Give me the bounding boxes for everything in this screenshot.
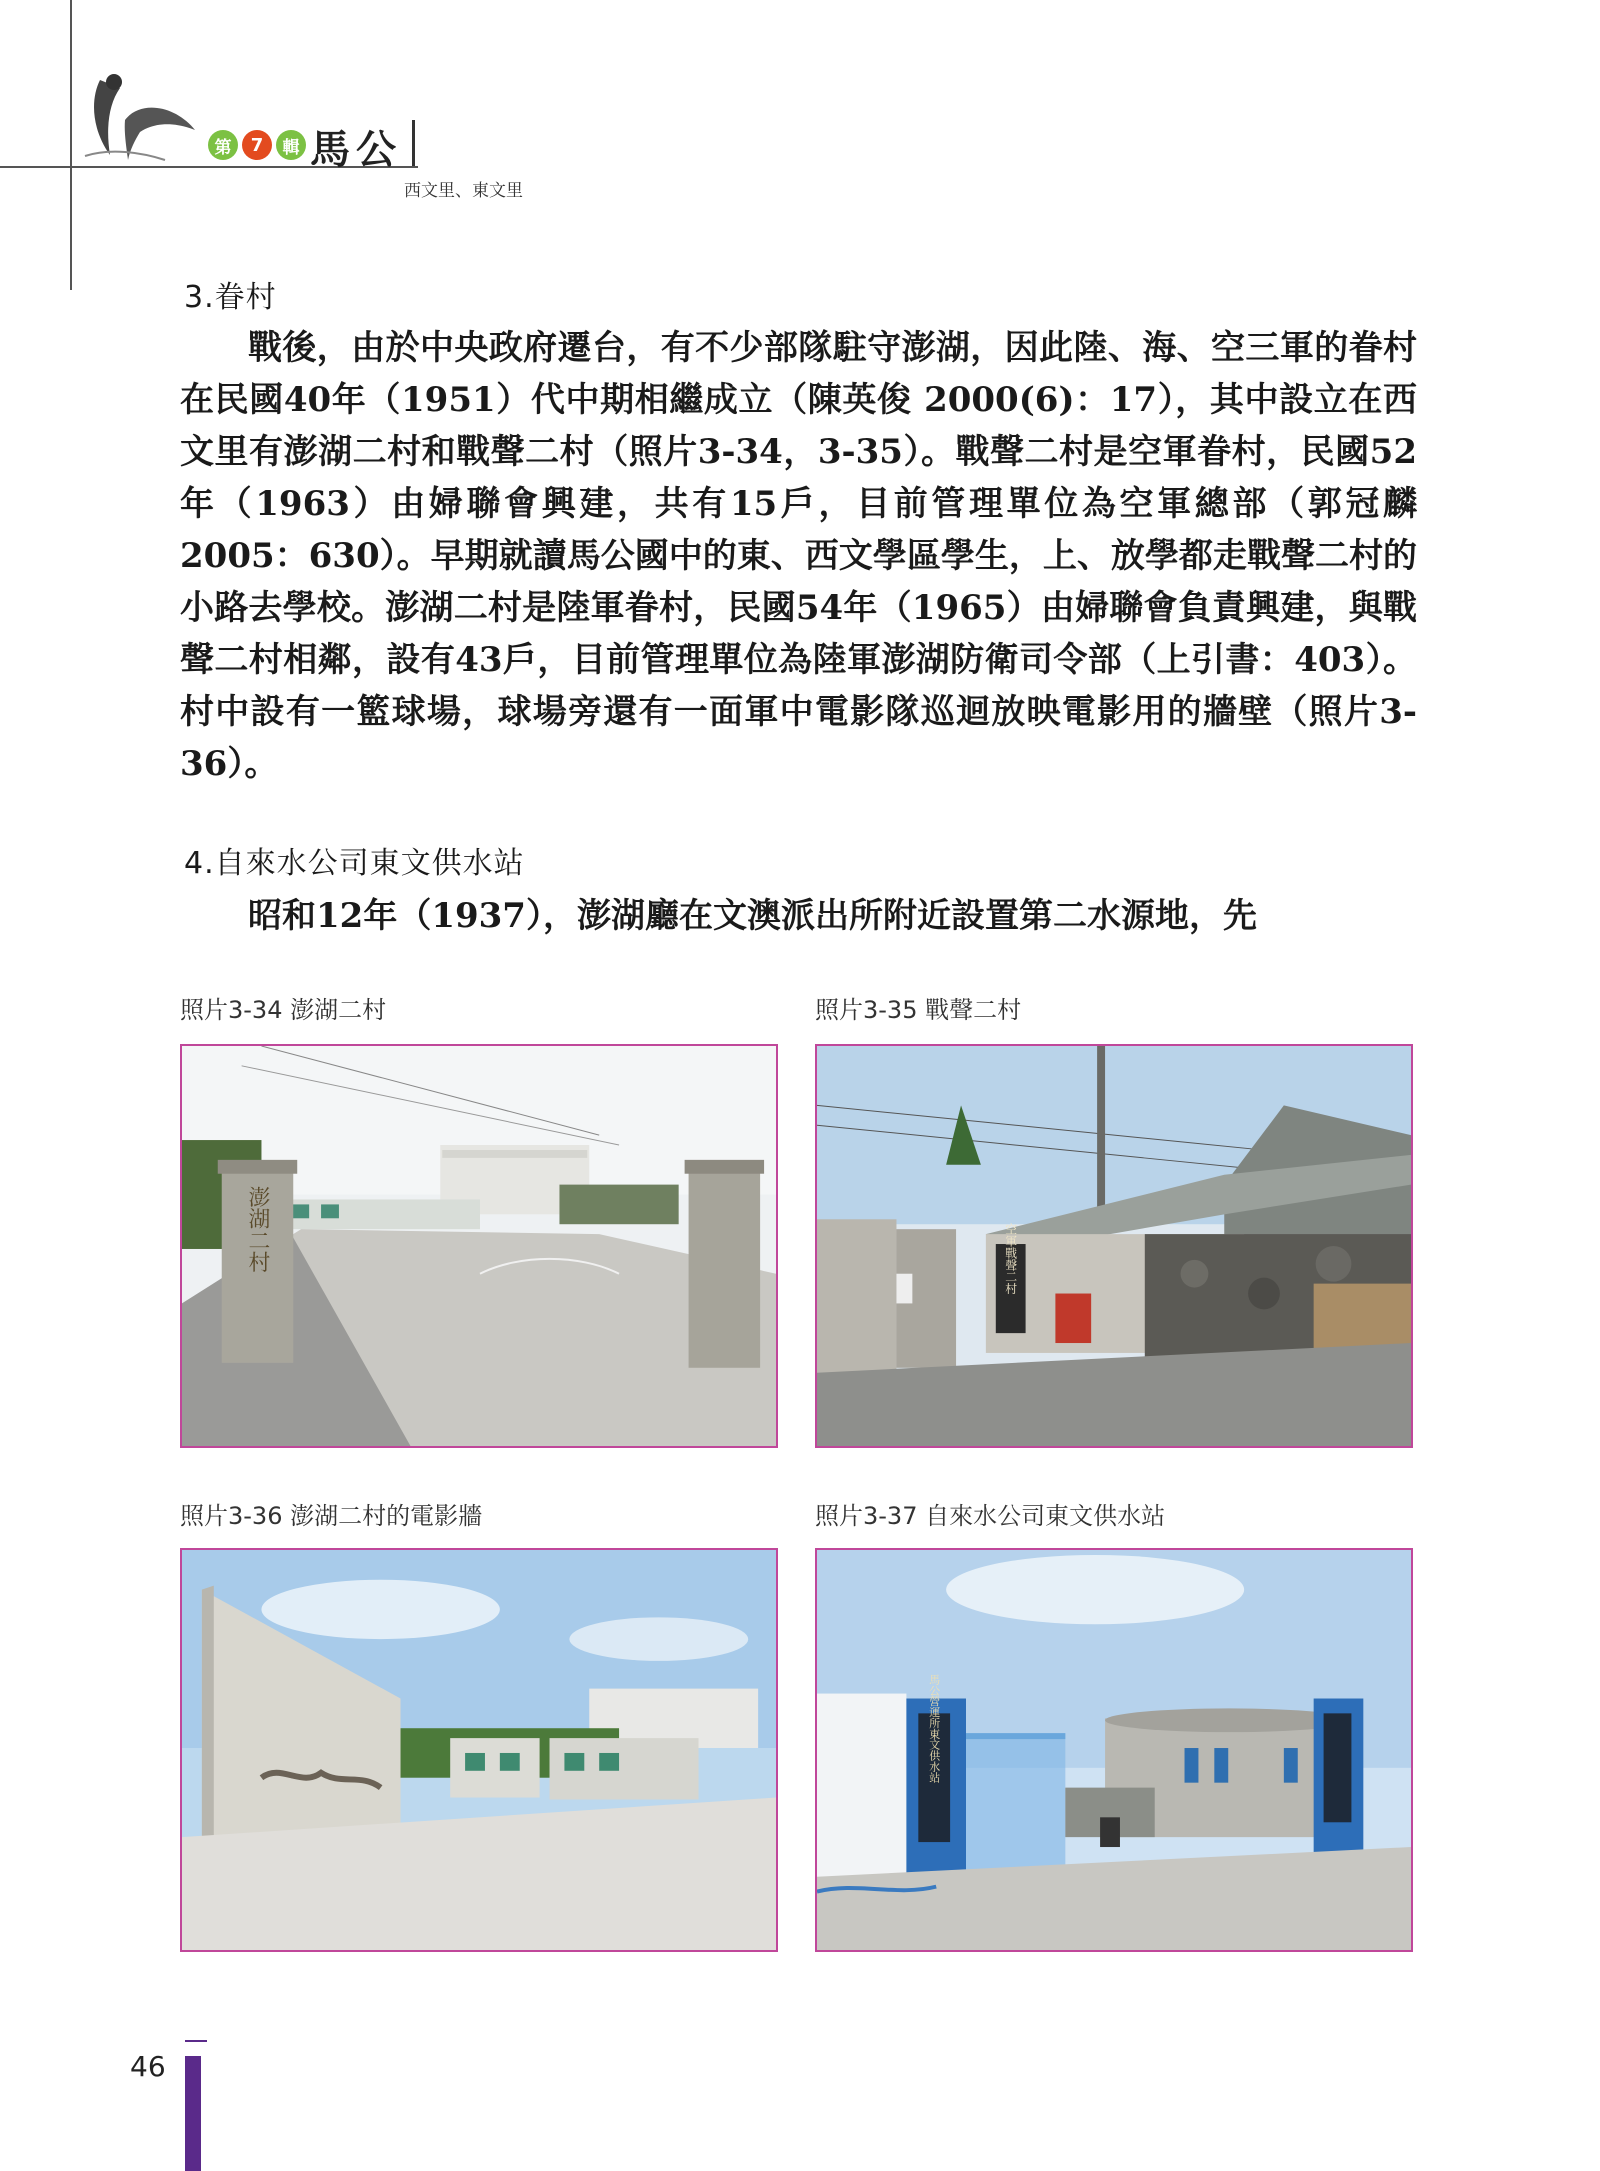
section-title-water-station: 4.自來水公司東文供水站 bbox=[184, 846, 525, 881]
header-separator bbox=[412, 120, 415, 166]
photo-caption-3-35: 照片3-35 戰聲二村 bbox=[815, 996, 1022, 1024]
photo-water-supply-station bbox=[815, 1548, 1413, 1952]
page-number: 46 bbox=[130, 2050, 166, 2083]
photo-caption-3-34: 照片3-34 澎湖二村 bbox=[180, 996, 387, 1024]
section-title-military-village: 3.眷村 bbox=[184, 280, 277, 315]
header-title: 馬公 bbox=[310, 126, 402, 173]
photo-zhansheng-village-2 bbox=[815, 1044, 1413, 1448]
photo-caption-3-37: 照片3-37 自來水公司東文供水站 bbox=[815, 1502, 1166, 1530]
paragraph-military-village: 戰後，由於中央政府遷台，有不少部隊駐守澎湖，因此陸、海、空三軍的眷村在民國40年（1951）代中期相繼成立（陳英俊 2000(6)：17），其中設立在西文里有澎湖二村和戰聲二村（照片3-34，3-35）。戰聲二村是空軍眷村，民國52年（1963）由婦聯會興建，共有15戶，目前管理單位為空軍總部（郭冠麟 2005：630）。早期就讀馬公國中的東、西文學區學生，上、放學都走戰聲二村的小路去學校。澎湖二村是陸軍眷村，民國54年（1965）由婦聯會負責興建，與戰聲二村相鄰，設有43戶，目前管理單位為陸軍澎湖防衛司令部（上引書：403）。村中設有一籃球場，球場旁還有一面軍中電影隊巡迴放映電影用的牆壁（照片3-36）。 bbox=[180, 328, 1417, 784]
dolphin-logo-icon bbox=[80, 60, 200, 164]
footer-tick bbox=[185, 2040, 207, 2042]
photo-penghu-village-2 bbox=[180, 1044, 778, 1448]
paragraph-water-station: 昭和12年（1937），澎湖廳在文澳派出所附近設置第二水源地，先 bbox=[248, 896, 1257, 936]
chapter-prefix: 第 bbox=[208, 130, 238, 160]
header-subtitle: 西文里、東文里 bbox=[404, 181, 523, 201]
chapter-badge bbox=[208, 128, 306, 162]
photo-caption-3-36: 照片3-36 澎湖二村的電影牆 bbox=[180, 1502, 483, 1530]
gate-text: 澎湖二村 bbox=[244, 1185, 271, 1273]
header-vertical-rule bbox=[70, 0, 72, 290]
footer-bar bbox=[185, 2056, 201, 2171]
station-sign-text: 馬公營運所東文供水站 bbox=[927, 1673, 941, 1783]
chapter-suffix: 輯 bbox=[276, 130, 306, 160]
photo-movie-wall bbox=[180, 1548, 778, 1952]
village-sign-text: 空軍戰聲二村 bbox=[1003, 1223, 1018, 1295]
chapter-number: 7 bbox=[242, 130, 272, 160]
